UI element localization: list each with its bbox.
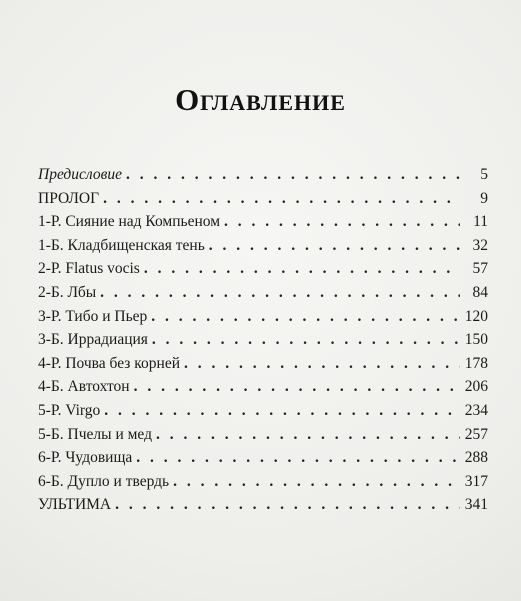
dot-leader	[136, 449, 460, 467]
toc-entry-title: 6-Р. Чудовища	[38, 449, 133, 467]
toc-entry-title: 1-Б. Кладбищенская тень	[38, 236, 205, 254]
toc-entry-page: 234	[464, 401, 488, 419]
toc-entry	[38, 284, 488, 308]
toc-entry	[38, 496, 488, 520]
toc-entry	[38, 308, 488, 332]
toc-entry	[38, 378, 488, 402]
dot-leader	[104, 402, 460, 420]
toc-entry	[38, 426, 488, 450]
dot-leader	[144, 260, 460, 278]
toc-entry-title: Предисловие	[38, 166, 122, 183]
dot-leader	[151, 308, 460, 326]
toc-entry-page: 5	[480, 166, 488, 183]
toc-entry-title: 3-Б. Иррадиация	[38, 331, 148, 349]
toc-entry-title: 4-Б. Автохтон	[38, 378, 130, 396]
toc-entry-page: 178	[464, 354, 488, 372]
toc-entry	[38, 473, 488, 497]
toc-entry-title: УЛЬТИМА	[38, 496, 112, 514]
toc-entry	[38, 449, 488, 473]
toc-entry-page: 9	[480, 189, 488, 207]
dot-leader	[184, 355, 460, 373]
toc-entry-page: 150	[464, 331, 488, 349]
dot-leader	[103, 190, 460, 208]
toc-heading: Оглавление	[175, 82, 346, 117]
table-of-contents	[38, 166, 488, 520]
toc-entry-page: 341	[464, 496, 488, 514]
dot-leader	[209, 237, 460, 255]
toc-entry-title: ПРОЛОГ	[38, 189, 100, 207]
dot-leader	[224, 213, 460, 231]
dot-leader	[134, 378, 460, 396]
toc-entry	[38, 355, 488, 379]
toc-entry-title: 2-Р. Flatus vocis	[38, 260, 140, 278]
toc-entry-page: 317	[464, 472, 488, 490]
toc-entry	[38, 237, 488, 261]
dot-leader	[173, 473, 460, 491]
toc-entry	[38, 213, 488, 237]
dot-leader	[115, 496, 460, 514]
toc-entry	[38, 260, 488, 284]
toc-entry-page: 257	[464, 425, 488, 443]
toc-entry-title: 5-Б. Пчелы и мед	[38, 425, 152, 443]
toc-entry-page: 11	[473, 213, 488, 231]
dot-leader	[100, 284, 460, 302]
toc-entry-title: 4-Р. Почва без корней	[38, 354, 181, 372]
dot-leader	[126, 166, 460, 184]
toc-entry-page: 57	[472, 260, 488, 278]
toc-entry-page: 32	[472, 236, 488, 254]
dot-leader	[152, 331, 460, 349]
toc-entry-page: 120	[464, 307, 488, 325]
toc-entry-title: 5-Р. Virgo	[38, 401, 101, 419]
toc-entry	[38, 166, 488, 190]
toc-entry-title: 6-Б. Дупло и твердь	[38, 472, 170, 490]
toc-entry	[38, 331, 488, 355]
toc-entry-page: 84	[472, 283, 488, 301]
toc-entry-page: 206	[464, 378, 488, 396]
toc-entry-page: 288	[464, 449, 488, 467]
toc-entry-title: 3-Р. Тибо и Пьер	[38, 307, 148, 325]
toc-entry-title: 2-Б. Лбы	[38, 283, 97, 301]
toc-entry	[38, 402, 488, 426]
toc-entry-title: 1-Р. Сияние над Компьеном	[38, 213, 221, 231]
toc-entry	[38, 190, 488, 214]
dot-leader	[156, 426, 460, 444]
